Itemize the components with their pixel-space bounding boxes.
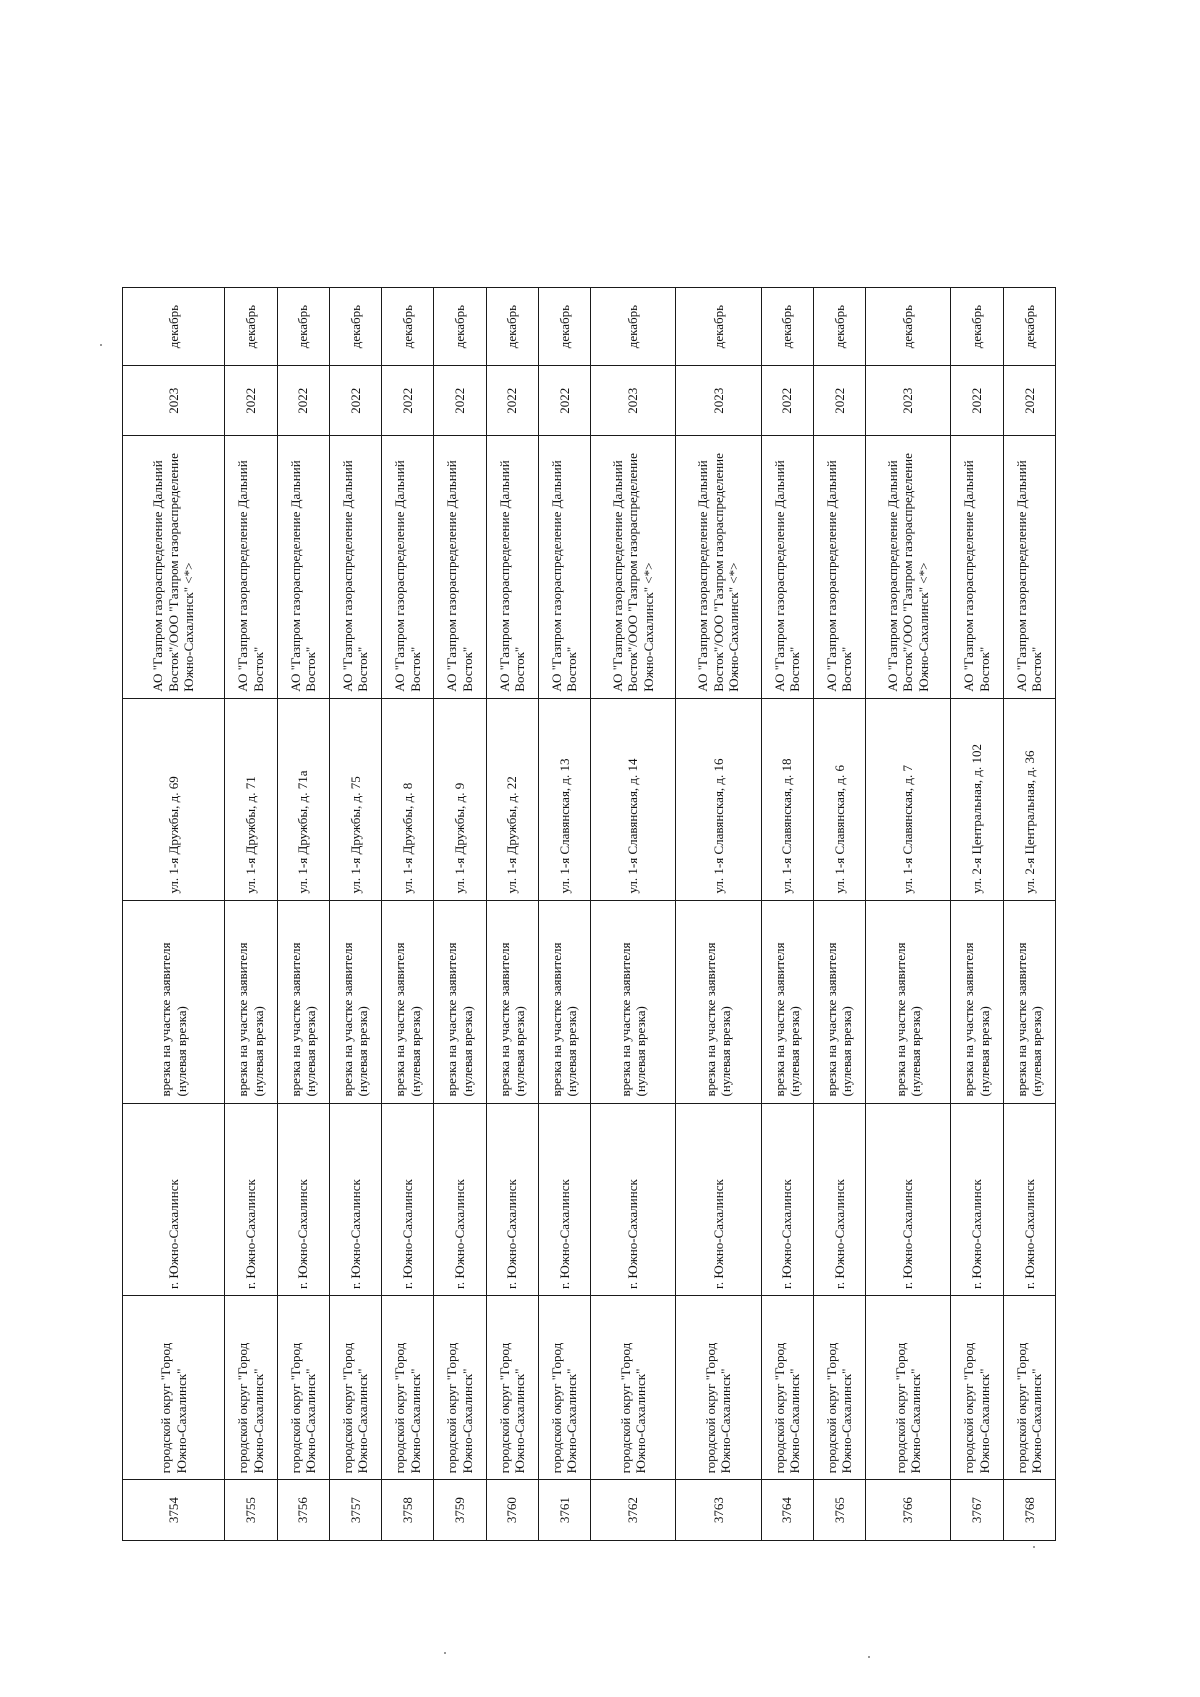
address-cell: ул. 1-я Славянская, д. 18 xyxy=(761,698,813,900)
row-number-cell: 3762 xyxy=(591,1480,676,1541)
settlement-cell: г. Южно-Сахалинск xyxy=(434,1103,486,1296)
organization-cell: АО "Газпром газораспределение Дальний Восток" xyxy=(1003,436,1055,699)
organization-cell: АО "Газпром газораспределение Дальний Восток" xyxy=(434,436,486,699)
row-number-cell: 3768 xyxy=(1003,1480,1055,1541)
address-cell: ул. 1-я Славянская, д. 7 xyxy=(866,698,951,900)
month-cell: декабрь xyxy=(434,288,486,366)
table-row xyxy=(761,288,813,1541)
month-cell: декабрь xyxy=(591,288,676,366)
settlement-cell: г. Южно-Сахалинск xyxy=(225,1103,277,1296)
table-row xyxy=(538,288,590,1541)
district-cell: городской округ "Город Южно-Сахалинск" xyxy=(761,1296,813,1480)
row-number-cell: 3763 xyxy=(676,1480,761,1541)
settlement-cell: г. Южно-Сахалинск xyxy=(866,1103,951,1296)
schedule-table xyxy=(122,287,1056,1541)
settlement-cell: г. Южно-Сахалинск xyxy=(486,1103,538,1296)
year-cell: 2022 xyxy=(538,366,590,436)
table-row xyxy=(434,288,486,1541)
year-cell: 2022 xyxy=(382,366,434,436)
month-cell: декабрь xyxy=(329,288,381,366)
organization-cell: АО "Газпром газораспределение Дальний Восток"/ООО "Газпром газораспределение Южно-Сахалинск" <*> xyxy=(591,436,676,699)
connection-type-cell: врезка на участке заявителя (нулевая врезка) xyxy=(866,900,951,1103)
district-cell: городской округ "Город Южно-Сахалинск" xyxy=(382,1296,434,1480)
district-cell: городской округ "Город Южно-Сахалинск" xyxy=(329,1296,381,1480)
table-row xyxy=(813,288,865,1541)
address-cell: ул. 2-я Центральная, д. 102 xyxy=(951,698,1003,900)
row-number-cell: 3764 xyxy=(761,1480,813,1541)
settlement-cell: г. Южно-Сахалинск xyxy=(676,1103,761,1296)
year-cell: 2023 xyxy=(676,366,761,436)
year-cell: 2022 xyxy=(813,366,865,436)
month-cell: декабрь xyxy=(123,288,225,366)
settlement-cell: г. Южно-Сахалинск xyxy=(1003,1103,1055,1296)
month-cell: декабрь xyxy=(225,288,277,366)
connection-type-cell: врезка на участке заявителя (нулевая врезка) xyxy=(761,900,813,1103)
scan-speck xyxy=(1033,1546,1035,1548)
connection-type-cell: врезка на участке заявителя (нулевая врезка) xyxy=(591,900,676,1103)
row-number-cell: 3758 xyxy=(382,1480,434,1541)
connection-type-cell: врезка на участке заявителя (нулевая врезка) xyxy=(1003,900,1055,1103)
year-cell: 2022 xyxy=(329,366,381,436)
address-cell: ул. 1-я Дружбы, д. 9 xyxy=(434,698,486,900)
table-body xyxy=(123,288,1056,1541)
table-row xyxy=(951,288,1003,1541)
connection-type-cell: врезка на участке заявителя (нулевая врезка) xyxy=(225,900,277,1103)
address-cell: ул. 1-я Славянская, д. 16 xyxy=(676,698,761,900)
district-cell: городской округ "Город Южно-Сахалинск" xyxy=(277,1296,329,1480)
row-number-cell: 3765 xyxy=(813,1480,865,1541)
scan-speck xyxy=(100,344,102,346)
address-cell: ул. 1-я Дружбы, д. 71а xyxy=(277,698,329,900)
connection-type-cell: врезка на участке заявителя (нулевая врезка) xyxy=(277,900,329,1103)
connection-type-cell: врезка на участке заявителя (нулевая врезка) xyxy=(813,900,865,1103)
connection-type-cell: врезка на участке заявителя (нулевая врезка) xyxy=(486,900,538,1103)
year-cell: 2023 xyxy=(123,366,225,436)
settlement-cell: г. Южно-Сахалинск xyxy=(538,1103,590,1296)
scan-speck xyxy=(868,1656,870,1658)
month-cell: декабрь xyxy=(1003,288,1055,366)
row-number-cell: 3761 xyxy=(538,1480,590,1541)
settlement-cell: г. Южно-Сахалинск xyxy=(329,1103,381,1296)
organization-cell: АО "Газпром газораспределение Дальний Восток" xyxy=(761,436,813,699)
table-row xyxy=(1003,288,1055,1541)
connection-type-cell: врезка на участке заявителя (нулевая врезка) xyxy=(123,900,225,1103)
month-cell: декабрь xyxy=(538,288,590,366)
month-cell: декабрь xyxy=(382,288,434,366)
organization-cell: АО "Газпром газораспределение Дальний Восток" xyxy=(813,436,865,699)
year-cell: 2022 xyxy=(277,366,329,436)
organization-cell: АО "Газпром газораспределение Дальний Восток" xyxy=(538,436,590,699)
table-row xyxy=(329,288,381,1541)
connection-type-cell: врезка на участке заявителя (нулевая врезка) xyxy=(329,900,381,1103)
district-cell: городской округ "Город Южно-Сахалинск" xyxy=(225,1296,277,1480)
month-cell: декабрь xyxy=(951,288,1003,366)
district-cell: городской округ "Город Южно-Сахалинск" xyxy=(1003,1296,1055,1480)
settlement-cell: г. Южно-Сахалинск xyxy=(123,1103,225,1296)
row-number-cell: 3766 xyxy=(866,1480,951,1541)
connection-type-cell: врезка на участке заявителя (нулевая врезка) xyxy=(434,900,486,1103)
address-cell: ул. 1-я Славянская, д. 14 xyxy=(591,698,676,900)
organization-cell: АО "Газпром газораспределение Дальний Восток" xyxy=(951,436,1003,699)
row-number-cell: 3757 xyxy=(329,1480,381,1541)
row-number-cell: 3767 xyxy=(951,1480,1003,1541)
month-cell: декабрь xyxy=(277,288,329,366)
address-cell: ул. 1-я Славянская, д. 13 xyxy=(538,698,590,900)
table-row xyxy=(225,288,277,1541)
settlement-cell: г. Южно-Сахалинск xyxy=(591,1103,676,1296)
year-cell: 2022 xyxy=(486,366,538,436)
organization-cell: АО "Газпром газораспределение Дальний Восток" xyxy=(486,436,538,699)
address-cell: ул. 1-я Дружбы, д. 71 xyxy=(225,698,277,900)
month-cell: декабрь xyxy=(486,288,538,366)
year-cell: 2022 xyxy=(761,366,813,436)
organization-cell: АО "Газпром газораспределение Дальний Восток" xyxy=(225,436,277,699)
district-cell: городской округ "Город Южно-Сахалинск" xyxy=(591,1296,676,1480)
year-cell: 2022 xyxy=(951,366,1003,436)
address-cell: ул. 1-я Дружбы, д. 22 xyxy=(486,698,538,900)
gasification-table xyxy=(122,287,1056,1541)
organization-cell: АО "Газпром газораспределение Дальний Восток" xyxy=(382,436,434,699)
year-cell: 2023 xyxy=(866,366,951,436)
organization-cell: АО "Газпром газораспределение Дальний Восток"/ООО "Газпром газораспределение Южно-Сахалинск" <*> xyxy=(866,436,951,699)
address-cell: ул. 1-я Дружбы, д. 69 xyxy=(123,698,225,900)
address-cell: ул. 2-я Центральная, д. 36 xyxy=(1003,698,1055,900)
settlement-cell: г. Южно-Сахалинск xyxy=(813,1103,865,1296)
table-row xyxy=(866,288,951,1541)
district-cell: городской округ "Город Южно-Сахалинск" xyxy=(538,1296,590,1480)
organization-cell: АО "Газпром газораспределение Дальний Восток"/ООО "Газпром газораспределение Южно-Сахалинск" <*> xyxy=(123,436,225,699)
organization-cell: АО "Газпром газораспределение Дальний Восток" xyxy=(277,436,329,699)
table-row xyxy=(486,288,538,1541)
settlement-cell: г. Южно-Сахалинск xyxy=(951,1103,1003,1296)
district-cell: городской округ "Город Южно-Сахалинск" xyxy=(951,1296,1003,1480)
row-number-cell: 3756 xyxy=(277,1480,329,1541)
settlement-cell: г. Южно-Сахалинск xyxy=(382,1103,434,1296)
table-row xyxy=(382,288,434,1541)
scan-speck xyxy=(444,1652,446,1654)
address-cell: ул. 1-я Дружбы, д. 75 xyxy=(329,698,381,900)
month-cell: декабрь xyxy=(761,288,813,366)
row-number-cell: 3759 xyxy=(434,1480,486,1541)
address-cell: ул. 1-я Дружбы, д. 8 xyxy=(382,698,434,900)
row-number-cell: 3754 xyxy=(123,1480,225,1541)
connection-type-cell: врезка на участке заявителя (нулевая врезка) xyxy=(951,900,1003,1103)
month-cell: декабрь xyxy=(866,288,951,366)
table-row xyxy=(123,288,225,1541)
connection-type-cell: врезка на участке заявителя (нулевая врезка) xyxy=(538,900,590,1103)
row-number-cell: 3755 xyxy=(225,1480,277,1541)
month-cell: декабрь xyxy=(676,288,761,366)
organization-cell: АО "Газпром газораспределение Дальний Восток" xyxy=(329,436,381,699)
district-cell: городской округ "Город Южно-Сахалинск" xyxy=(676,1296,761,1480)
year-cell: 2022 xyxy=(1003,366,1055,436)
year-cell: 2022 xyxy=(434,366,486,436)
settlement-cell: г. Южно-Сахалинск xyxy=(277,1103,329,1296)
settlement-cell: г. Южно-Сахалинск xyxy=(761,1103,813,1296)
district-cell: городской округ "Город Южно-Сахалинск" xyxy=(866,1296,951,1480)
table-row xyxy=(277,288,329,1541)
organization-cell: АО "Газпром газораспределение Дальний Восток"/ООО "Газпром газораспределение Южно-Сахалинск" <*> xyxy=(676,436,761,699)
month-cell: декабрь xyxy=(813,288,865,366)
connection-type-cell: врезка на участке заявителя (нулевая врезка) xyxy=(676,900,761,1103)
year-cell: 2023 xyxy=(591,366,676,436)
table-row xyxy=(676,288,761,1541)
connection-type-cell: врезка на участке заявителя (нулевая врезка) xyxy=(382,900,434,1103)
row-number-cell: 3760 xyxy=(486,1480,538,1541)
year-cell: 2022 xyxy=(225,366,277,436)
district-cell: городской округ "Город Южно-Сахалинск" xyxy=(813,1296,865,1480)
district-cell: городской округ "Город Южно-Сахалинск" xyxy=(486,1296,538,1480)
district-cell: городской округ "Город Южно-Сахалинск" xyxy=(123,1296,225,1480)
address-cell: ул. 1-я Славянская, д. 6 xyxy=(813,698,865,900)
table-row xyxy=(591,288,676,1541)
district-cell: городской округ "Город Южно-Сахалинск" xyxy=(434,1296,486,1480)
